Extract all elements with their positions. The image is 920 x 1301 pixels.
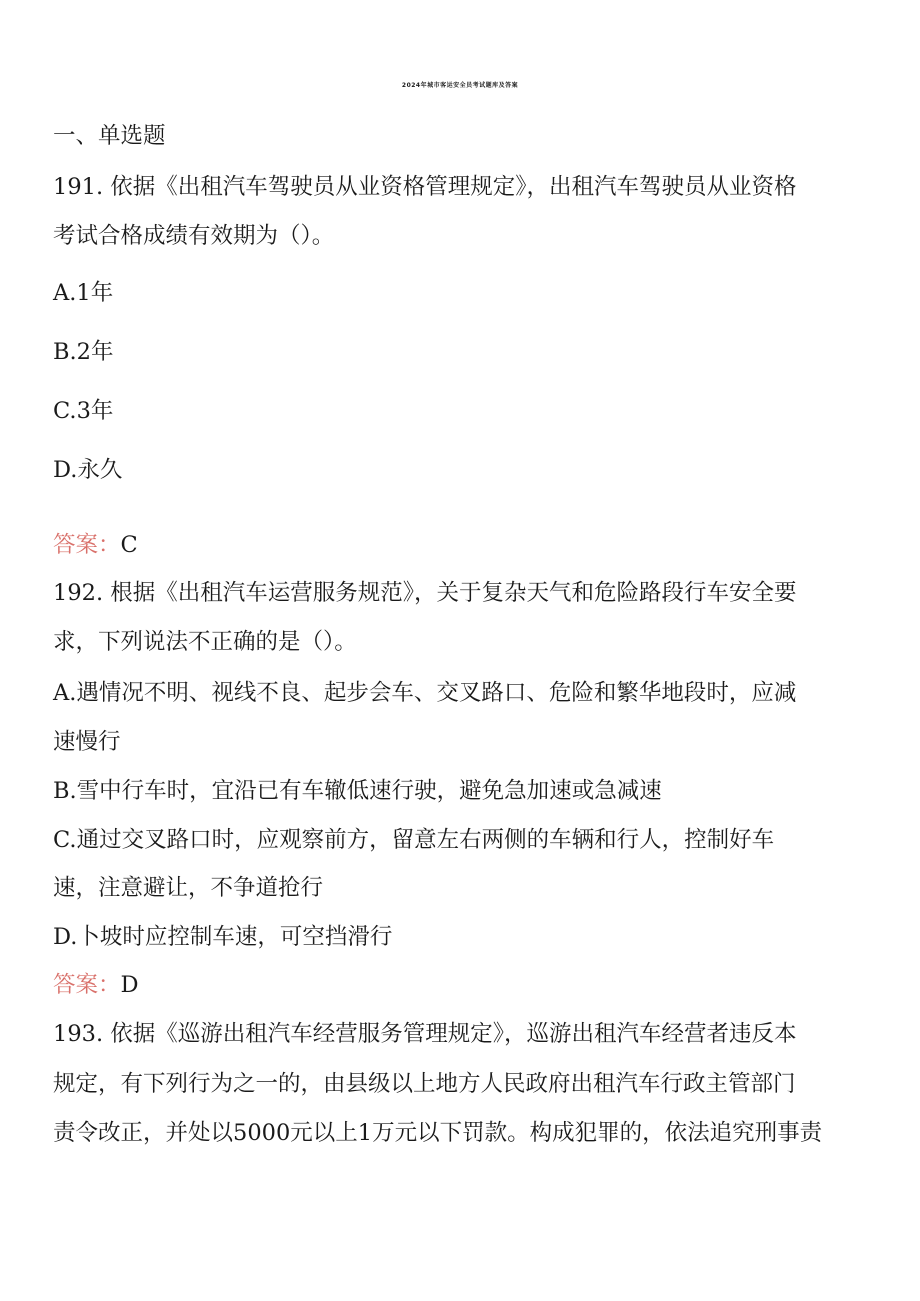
question-191-stem-line-1: 191. 依据《出租汽车驾驶员从业资格管理规定》，出租汽车驾驶员从业资格 xyxy=(53,174,797,200)
question-191-option-b: B.2年 xyxy=(53,339,114,365)
question-192-answer xyxy=(53,968,873,1002)
question-193-stem-line-1: 193. 依据《巡游出租汽车经营服务管理规定》，巡游出租汽车经营者违反本 xyxy=(53,1021,797,1047)
question-192-option-a-line-2: 速慢行 xyxy=(53,729,121,755)
answer-label: 答案： xyxy=(53,972,121,998)
question-193-stem-line-3: 责令改正，并处以5000元以上1万元以下罚款。构成犯罪的，依法追究刑事责 xyxy=(53,1120,823,1146)
answer-value: D xyxy=(120,972,139,998)
question-192-stem-line-2: 求，下列说法不正确的是（）。 xyxy=(53,629,357,655)
section-heading: 一、单选题 xyxy=(53,123,166,149)
question-191-option-d: D.永久 xyxy=(53,457,123,483)
question-192-option-d: D.卜坡时应控制车速，可空挡滑行 xyxy=(53,924,393,950)
answer-label: 答案： xyxy=(53,532,121,558)
document-title: 2024年城市客运安全员考试题库及答案 xyxy=(401,82,519,89)
question-193-stem-line-2: 规定，有下列行为之一的，由县级以上地方人民政府出租汽车行政主管部门 xyxy=(53,1071,796,1097)
question-192-option-a-line-1: A.遇情况不明、视线不良、起步会车、交叉路口、危险和繁华地段时，应减 xyxy=(53,680,797,706)
question-192-option-c-line-2: 速，注意避让，不争道抢行 xyxy=(53,875,324,901)
question-191-option-c: C.3年 xyxy=(53,398,114,424)
question-191-stem-line-2: 考试合格成绩有效期为（）。 xyxy=(53,223,335,249)
question-192-option-c-line-1: C.通过交叉路口时，应观察前方，留意左右两侧的车辆和行人，控制好车 xyxy=(53,827,775,853)
answer-value: C xyxy=(120,532,138,558)
question-192-option-b: B.雪中行车时，宜沿已有车辙低速行驶，避免急加速或急减速 xyxy=(53,778,662,804)
question-191-answer xyxy=(53,528,873,562)
question-192-stem-line-1: 192. 根据《出租汽车运营服务规范》，关于复杂天气和危险路段行车安全要 xyxy=(53,580,797,606)
question-191-option-a: A.1年 xyxy=(53,280,114,306)
